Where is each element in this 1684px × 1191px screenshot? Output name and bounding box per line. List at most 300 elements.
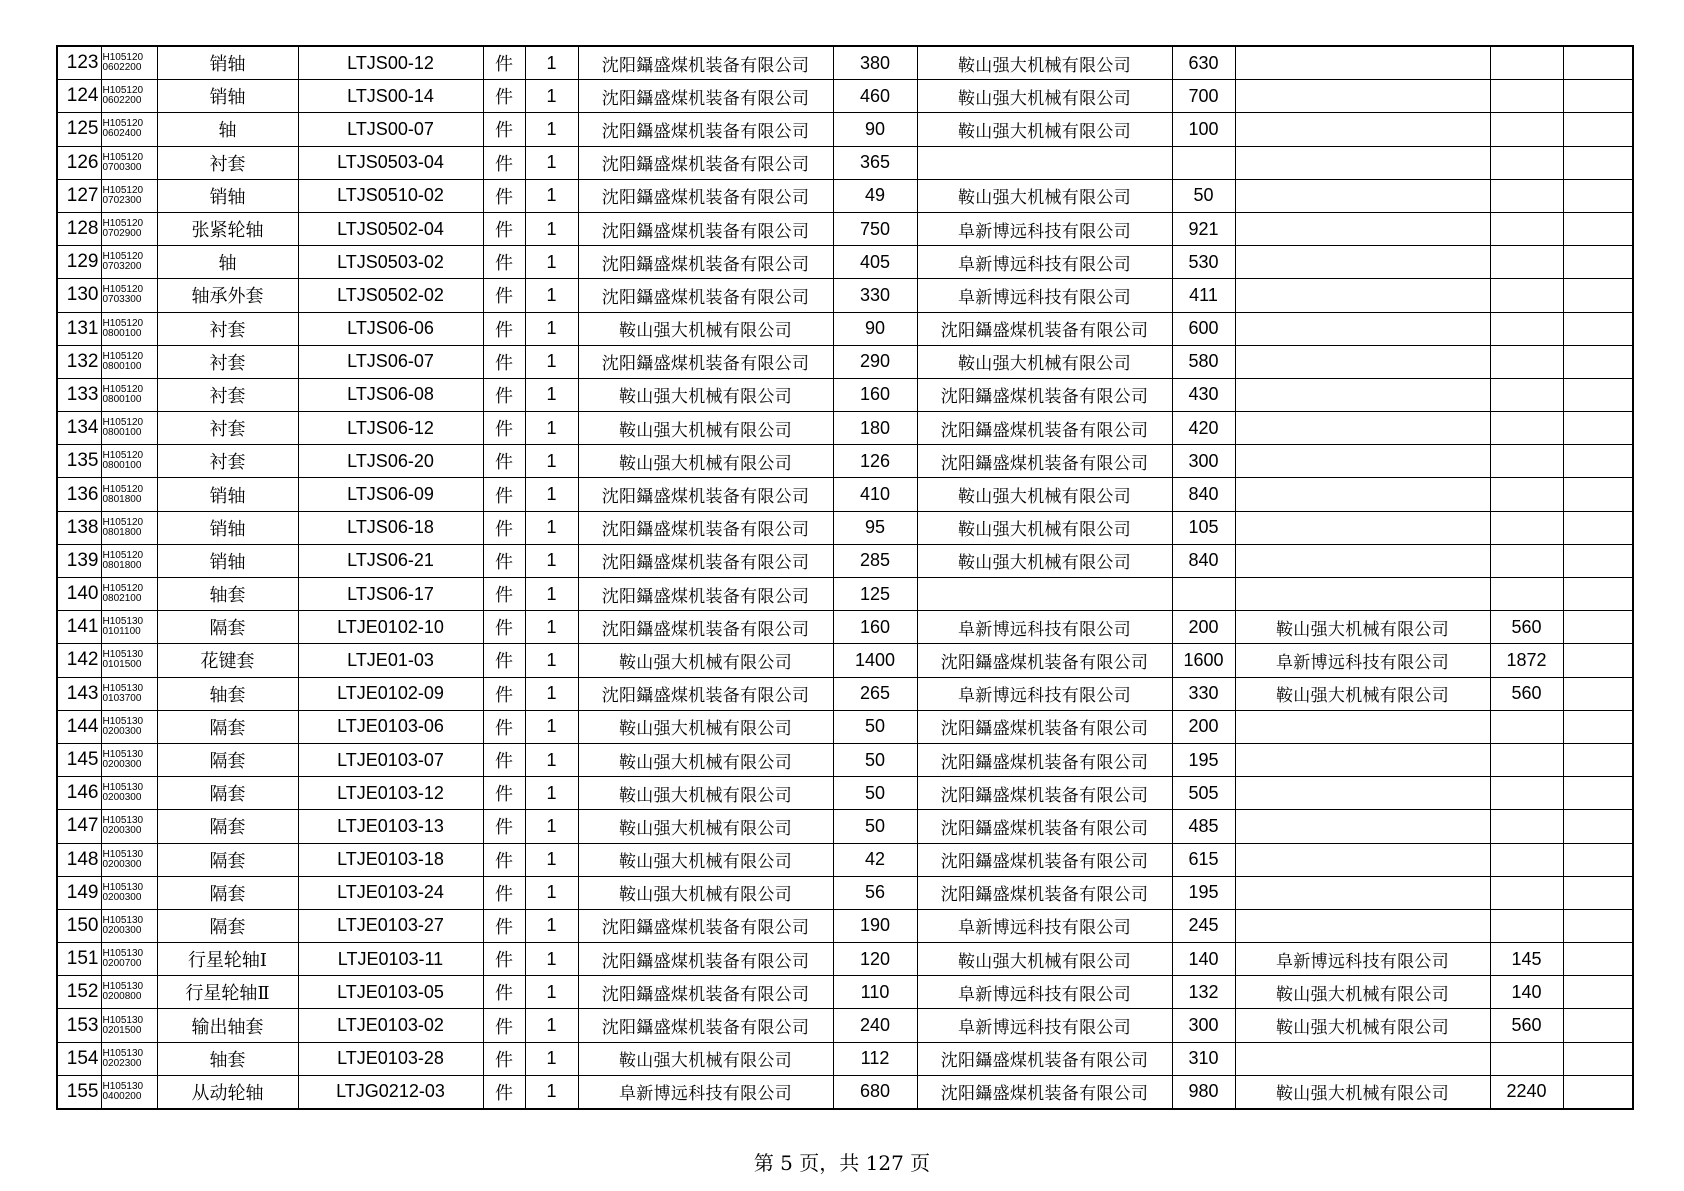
quantity-cell: 1 — [525, 412, 578, 445]
part-name-cell: 行星轮轴Ⅱ — [157, 976, 298, 1009]
drawing-number-cell: LTJS0503-04 — [298, 146, 483, 179]
supplier-1-cell: 鞍山强大机械有限公司 — [578, 644, 833, 677]
supplier-2-cell: 鞍山强大机械有限公司 — [917, 179, 1172, 212]
supplier-3-cell — [1235, 312, 1490, 345]
price-3-cell — [1490, 46, 1563, 80]
drawing-number-cell: LTJS0502-04 — [298, 212, 483, 245]
unit-cell: 件 — [483, 279, 525, 312]
price-3-cell — [1490, 246, 1563, 279]
price-1-cell: 50 — [833, 710, 917, 743]
quantity-cell: 1 — [525, 810, 578, 843]
supplier-1-cell: 沈阳鑷盛煤机装备有限公司 — [578, 46, 833, 80]
price-1-cell: 50 — [833, 743, 917, 776]
price-2-cell: 245 — [1172, 909, 1235, 942]
material-code-cell — [101, 113, 157, 146]
price-2-cell: 530 — [1172, 246, 1235, 279]
material-code-part: H105130 — [102, 649, 144, 661]
supplier-2-cell: 阜新博远科技有限公司 — [917, 212, 1172, 245]
price-3-cell: 145 — [1490, 943, 1563, 976]
table-row — [57, 212, 1633, 245]
unit-cell: 件 — [483, 146, 525, 179]
material-code-cell — [101, 412, 157, 445]
material-code-cell — [101, 777, 157, 810]
unit-cell: 件 — [483, 710, 525, 743]
part-name-cell: 隔套 — [157, 909, 298, 942]
supplier-1-cell: 鞍山强大机械有限公司 — [578, 710, 833, 743]
material-code-part: 0703200 — [102, 261, 142, 273]
price-1-cell: 410 — [833, 478, 917, 511]
part-name-cell: 销轴 — [157, 511, 298, 544]
drawing-number-cell: LTJS06-20 — [298, 445, 483, 478]
table-row — [57, 710, 1633, 743]
supplier-3-cell — [1235, 179, 1490, 212]
supplier-3-cell — [1235, 777, 1490, 810]
quantity-cell: 1 — [525, 246, 578, 279]
table-row — [57, 46, 1633, 80]
material-code-part: 0101500 — [102, 659, 142, 671]
supplier-2-cell — [917, 578, 1172, 611]
material-code-part: H105130 — [102, 1014, 144, 1026]
table-row — [57, 943, 1633, 976]
material-code-part: 0200300 — [102, 759, 142, 771]
material-code-part: H105120 — [102, 417, 144, 429]
supplier-1-cell: 沈阳鑷盛煤机装备有限公司 — [578, 544, 833, 577]
price-1-cell: 125 — [833, 578, 917, 611]
price-3-cell: 560 — [1490, 1009, 1563, 1042]
material-code-part: H105120 — [102, 383, 144, 395]
row-number-cell: 129 — [57, 246, 101, 279]
drawing-number-cell: LTJS06-21 — [298, 544, 483, 577]
material-code-cell — [101, 246, 157, 279]
supplier-2-cell: 阜新博远科技有限公司 — [917, 611, 1172, 644]
quantity-cell: 1 — [525, 80, 578, 113]
material-code-part: 0101100 — [102, 626, 141, 638]
supplier-1-cell: 沈阳鑷盛煤机装备有限公司 — [578, 578, 833, 611]
material-code-cell — [101, 876, 157, 909]
supplier-2-cell: 鞍山强大机械有限公司 — [917, 113, 1172, 146]
unit-cell: 件 — [483, 909, 525, 942]
supplier-1-cell: 沈阳鑷盛煤机装备有限公司 — [578, 113, 833, 146]
price-2-cell: 300 — [1172, 445, 1235, 478]
part-name-cell: 轴套 — [157, 677, 298, 710]
material-code-part: 0200300 — [102, 924, 142, 936]
price-1-cell: 42 — [833, 843, 917, 876]
material-code-cell — [101, 345, 157, 378]
material-code-part: 0702300 — [102, 194, 142, 206]
table-row — [57, 1009, 1633, 1042]
row-number-cell: 138 — [57, 511, 101, 544]
remark-cell — [1563, 843, 1633, 876]
unit-cell: 件 — [483, 1009, 525, 1042]
material-code-cell — [101, 943, 157, 976]
part-name-cell: 衬套 — [157, 312, 298, 345]
material-code-cell — [101, 976, 157, 1009]
material-code-cell — [101, 909, 157, 942]
material-code-part: H105120 — [102, 483, 144, 495]
table-row — [57, 445, 1633, 478]
drawing-number-cell: LTJS00-07 — [298, 113, 483, 146]
supplier-1-cell: 沈阳鑷盛煤机装备有限公司 — [578, 909, 833, 942]
quantity-cell: 1 — [525, 578, 578, 611]
drawing-number-cell: LTJE0103-12 — [298, 777, 483, 810]
table-row — [57, 544, 1633, 577]
material-code-part: 0602400 — [102, 128, 142, 140]
table-row — [57, 843, 1633, 876]
supplier-3-cell — [1235, 478, 1490, 511]
page-footer: 第 5 页，共 127 页 — [753, 1151, 931, 1175]
row-number-cell: 144 — [57, 710, 101, 743]
supplier-2-cell: 沈阳鑷盛煤机装备有限公司 — [917, 777, 1172, 810]
material-code-part: H105120 — [102, 350, 144, 362]
remark-cell — [1563, 80, 1633, 113]
part-name-cell: 隔套 — [157, 810, 298, 843]
material-code-cell — [101, 1042, 157, 1075]
row-number-cell: 142 — [57, 644, 101, 677]
supplier-3-cell: 鞍山强大机械有限公司 — [1235, 677, 1490, 710]
unit-cell: 件 — [483, 412, 525, 445]
unit-cell: 件 — [483, 578, 525, 611]
price-2-cell: 485 — [1172, 810, 1235, 843]
row-number-cell: 150 — [57, 909, 101, 942]
price-3-cell — [1490, 511, 1563, 544]
price-3-cell — [1490, 345, 1563, 378]
quantity-cell: 1 — [525, 544, 578, 577]
material-code-part: H105120 — [102, 516, 144, 528]
supplier-2-cell: 沈阳鑷盛煤机装备有限公司 — [917, 743, 1172, 776]
row-number-cell: 124 — [57, 80, 101, 113]
quantity-cell: 1 — [525, 212, 578, 245]
unit-cell: 件 — [483, 80, 525, 113]
supplier-3-cell — [1235, 146, 1490, 179]
remark-cell — [1563, 478, 1633, 511]
table-body — [57, 46, 1633, 1109]
price-1-cell: 1400 — [833, 644, 917, 677]
row-number-cell: 153 — [57, 1009, 101, 1042]
material-code-part: H105130 — [102, 616, 144, 628]
price-3-cell — [1490, 445, 1563, 478]
row-number-cell: 147 — [57, 810, 101, 843]
supplier-1-cell: 沈阳鑷盛煤机装备有限公司 — [578, 611, 833, 644]
material-code-part: H105130 — [102, 815, 144, 827]
supplier-3-cell — [1235, 810, 1490, 843]
row-number-cell: 151 — [57, 943, 101, 976]
supplier-1-cell: 沈阳鑷盛煤机装备有限公司 — [578, 279, 833, 312]
drawing-number-cell: LTJS0510-02 — [298, 179, 483, 212]
price-2-cell: 132 — [1172, 976, 1235, 1009]
price-3-cell: 140 — [1490, 976, 1563, 1009]
supplier-3-cell — [1235, 544, 1490, 577]
unit-cell: 件 — [483, 246, 525, 279]
supplier-2-cell: 沈阳鑷盛煤机装备有限公司 — [917, 445, 1172, 478]
remark-cell — [1563, 146, 1633, 179]
remark-cell — [1563, 1009, 1633, 1042]
supplier-3-cell — [1235, 212, 1490, 245]
drawing-number-cell: LTJS06-08 — [298, 378, 483, 411]
drawing-number-cell: LTJE0103-02 — [298, 1009, 483, 1042]
price-3-cell — [1490, 876, 1563, 909]
part-name-cell: 轴 — [157, 113, 298, 146]
price-1-cell: 240 — [833, 1009, 917, 1042]
quantity-cell: 1 — [525, 677, 578, 710]
material-code-part: H105130 — [102, 749, 144, 761]
row-number-cell: 127 — [57, 179, 101, 212]
row-number-cell: 143 — [57, 677, 101, 710]
material-code-cell — [101, 1075, 157, 1109]
supplier-2-cell: 沈阳鑷盛煤机装备有限公司 — [917, 644, 1172, 677]
material-code-part: 0801800 — [102, 559, 142, 571]
row-number-cell: 131 — [57, 312, 101, 345]
part-name-cell: 衬套 — [157, 378, 298, 411]
material-code-part: 0201500 — [102, 1024, 142, 1036]
quantity-cell: 1 — [525, 113, 578, 146]
material-code-part: 0800100 — [102, 393, 142, 405]
material-code-part: H105120 — [102, 317, 144, 329]
row-number-cell: 146 — [57, 777, 101, 810]
row-number-cell: 123 — [57, 46, 101, 80]
unit-cell: 件 — [483, 644, 525, 677]
row-number-cell: 125 — [57, 113, 101, 146]
material-code-part: 0702900 — [102, 228, 142, 240]
material-code-cell — [101, 378, 157, 411]
price-2-cell: 980 — [1172, 1075, 1235, 1109]
price-2-cell — [1172, 146, 1235, 179]
table-row — [57, 478, 1633, 511]
price-3-cell — [1490, 810, 1563, 843]
price-3-cell — [1490, 279, 1563, 312]
material-code-part: 0200300 — [102, 891, 142, 903]
supplier-3-cell — [1235, 80, 1490, 113]
material-code-cell — [101, 478, 157, 511]
quantity-cell: 1 — [525, 46, 578, 80]
table-row — [57, 677, 1633, 710]
supplier-2-cell: 阜新博远科技有限公司 — [917, 677, 1172, 710]
price-3-cell — [1490, 412, 1563, 445]
price-2-cell: 195 — [1172, 876, 1235, 909]
quantity-cell: 1 — [525, 843, 578, 876]
price-1-cell: 380 — [833, 46, 917, 80]
price-2-cell: 310 — [1172, 1042, 1235, 1075]
row-number-cell: 136 — [57, 478, 101, 511]
material-code-part: H105130 — [102, 914, 144, 926]
quantity-cell: 1 — [525, 943, 578, 976]
quantity-cell: 1 — [525, 611, 578, 644]
supplier-1-cell: 鞍山强大机械有限公司 — [578, 843, 833, 876]
part-name-cell: 销轴 — [157, 46, 298, 80]
drawing-number-cell: LTJE0103-11 — [298, 943, 483, 976]
price-3-cell — [1490, 378, 1563, 411]
drawing-number-cell: LTJE0103-18 — [298, 843, 483, 876]
drawing-number-cell: LTJE0103-06 — [298, 710, 483, 743]
unit-cell: 件 — [483, 843, 525, 876]
quantity-cell: 1 — [525, 146, 578, 179]
remark-cell — [1563, 743, 1633, 776]
price-1-cell: 50 — [833, 810, 917, 843]
price-2-cell: 105 — [1172, 511, 1235, 544]
price-2-cell: 420 — [1172, 412, 1235, 445]
remark-cell — [1563, 1075, 1633, 1109]
price-3-cell — [1490, 113, 1563, 146]
quantity-cell: 1 — [525, 279, 578, 312]
remark-cell — [1563, 246, 1633, 279]
material-code-cell — [101, 611, 157, 644]
table-row — [57, 976, 1633, 1009]
supplier-3-cell: 鞍山强大机械有限公司 — [1235, 1075, 1490, 1109]
remark-cell — [1563, 578, 1633, 611]
row-number-cell: 145 — [57, 743, 101, 776]
unit-cell: 件 — [483, 179, 525, 212]
price-2-cell: 1600 — [1172, 644, 1235, 677]
material-code-part: H105130 — [102, 1047, 144, 1059]
part-name-cell: 衬套 — [157, 345, 298, 378]
remark-cell — [1563, 611, 1633, 644]
supplier-2-cell: 沈阳鑷盛煤机装备有限公司 — [917, 412, 1172, 445]
remark-cell — [1563, 810, 1633, 843]
price-3-cell — [1490, 312, 1563, 345]
table-row — [57, 279, 1633, 312]
supplier-3-cell — [1235, 412, 1490, 445]
material-code-part: H105120 — [102, 52, 144, 64]
supplier-2-cell: 沈阳鑷盛煤机装备有限公司 — [917, 1075, 1172, 1109]
supplier-1-cell: 沈阳鑷盛煤机装备有限公司 — [578, 976, 833, 1009]
quantity-cell: 1 — [525, 876, 578, 909]
quantity-cell: 1 — [525, 378, 578, 411]
supplier-1-cell: 鞍山强大机械有限公司 — [578, 412, 833, 445]
material-code-cell — [101, 743, 157, 776]
table-row — [57, 312, 1633, 345]
unit-cell: 件 — [483, 312, 525, 345]
part-name-cell: 输出轴套 — [157, 1009, 298, 1042]
material-code-part: 0602200 — [102, 62, 142, 74]
drawing-number-cell: LTJS06-06 — [298, 312, 483, 345]
material-code-part: 0800100 — [102, 460, 142, 472]
unit-cell: 件 — [483, 677, 525, 710]
price-2-cell: 200 — [1172, 710, 1235, 743]
price-1-cell: 290 — [833, 345, 917, 378]
table-row — [57, 378, 1633, 411]
price-3-cell — [1490, 1042, 1563, 1075]
table-row — [57, 146, 1633, 179]
price-1-cell: 365 — [833, 146, 917, 179]
price-comparison-table — [56, 45, 1634, 1110]
quantity-cell: 1 — [525, 345, 578, 378]
supplier-1-cell: 鞍山强大机械有限公司 — [578, 810, 833, 843]
material-code-cell — [101, 1009, 157, 1042]
material-code-part: H105130 — [102, 682, 144, 694]
table-row — [57, 644, 1633, 677]
remark-cell — [1563, 345, 1633, 378]
table-row — [57, 246, 1633, 279]
price-2-cell: 921 — [1172, 212, 1235, 245]
supplier-3-cell: 鞍山强大机械有限公司 — [1235, 976, 1490, 1009]
price-1-cell: 120 — [833, 943, 917, 976]
table-row — [57, 1075, 1633, 1109]
unit-cell: 件 — [483, 46, 525, 80]
drawing-number-cell: LTJS0502-02 — [298, 279, 483, 312]
unit-cell: 件 — [483, 544, 525, 577]
supplier-2-cell: 沈阳鑷盛煤机装备有限公司 — [917, 312, 1172, 345]
material-code-part: H105120 — [102, 251, 144, 263]
supplier-2-cell: 鞍山强大机械有限公司 — [917, 544, 1172, 577]
supplier-1-cell: 沈阳鑷盛煤机装备有限公司 — [578, 511, 833, 544]
table-row — [57, 810, 1633, 843]
material-code-part: H105120 — [102, 151, 144, 163]
price-1-cell: 49 — [833, 179, 917, 212]
material-code-part: H105120 — [102, 583, 144, 595]
supplier-2-cell: 鞍山强大机械有限公司 — [917, 511, 1172, 544]
price-1-cell: 50 — [833, 777, 917, 810]
material-code-part: H105120 — [102, 218, 144, 230]
table-row — [57, 876, 1633, 909]
drawing-number-cell: LTJS06-17 — [298, 578, 483, 611]
part-name-cell: 衬套 — [157, 445, 298, 478]
supplier-1-cell: 沈阳鑷盛煤机装备有限公司 — [578, 80, 833, 113]
table-row — [57, 179, 1633, 212]
price-1-cell: 190 — [833, 909, 917, 942]
supplier-1-cell: 沈阳鑷盛煤机装备有限公司 — [578, 246, 833, 279]
material-code-part: 0200800 — [102, 991, 142, 1003]
remark-cell — [1563, 1042, 1633, 1075]
supplier-1-cell: 沈阳鑷盛煤机装备有限公司 — [578, 212, 833, 245]
material-code-cell — [101, 677, 157, 710]
price-2-cell: 840 — [1172, 478, 1235, 511]
material-code-part: 0202300 — [102, 1057, 142, 1069]
quantity-cell: 1 — [525, 478, 578, 511]
material-code-cell — [101, 511, 157, 544]
supplier-1-cell: 沈阳鑷盛煤机装备有限公司 — [578, 677, 833, 710]
supplier-3-cell: 阜新博远科技有限公司 — [1235, 644, 1490, 677]
quantity-cell: 1 — [525, 710, 578, 743]
material-code-cell — [101, 312, 157, 345]
drawing-number-cell: LTJS06-12 — [298, 412, 483, 445]
material-code-part: H105130 — [102, 948, 144, 960]
remark-cell — [1563, 544, 1633, 577]
remark-cell — [1563, 943, 1633, 976]
drawing-number-cell: LTJE0102-10 — [298, 611, 483, 644]
price-2-cell: 50 — [1172, 179, 1235, 212]
remark-cell — [1563, 445, 1633, 478]
remark-cell — [1563, 876, 1633, 909]
material-code-part: H105120 — [102, 85, 144, 97]
supplier-3-cell — [1235, 909, 1490, 942]
material-code-part: 0802100 — [102, 593, 142, 605]
material-code-part: 0800100 — [102, 327, 142, 339]
supplier-1-cell: 沈阳鑷盛煤机装备有限公司 — [578, 146, 833, 179]
material-code-cell — [101, 279, 157, 312]
drawing-number-cell: LTJE01-03 — [298, 644, 483, 677]
supplier-3-cell — [1235, 345, 1490, 378]
price-1-cell: 112 — [833, 1042, 917, 1075]
row-number-cell: 134 — [57, 412, 101, 445]
supplier-1-cell: 阜新博远科技有限公司 — [578, 1075, 833, 1109]
supplier-1-cell: 鞍山强大机械有限公司 — [578, 378, 833, 411]
price-1-cell: 160 — [833, 378, 917, 411]
price-3-cell — [1490, 743, 1563, 776]
supplier-3-cell — [1235, 113, 1490, 146]
material-code-cell — [101, 212, 157, 245]
part-name-cell: 从动轮轴 — [157, 1075, 298, 1109]
supplier-2-cell: 阜新博远科技有限公司 — [917, 279, 1172, 312]
material-code-part: 0801800 — [102, 493, 142, 505]
row-number-cell: 149 — [57, 876, 101, 909]
material-code-part: H105130 — [102, 715, 144, 727]
material-code-cell — [101, 544, 157, 577]
part-name-cell: 销轴 — [157, 179, 298, 212]
price-3-cell: 560 — [1490, 611, 1563, 644]
material-code-part: H105120 — [102, 549, 144, 561]
material-code-part: 0200300 — [102, 825, 142, 837]
material-code-part: 0103700 — [102, 692, 142, 704]
part-name-cell: 张紧轮轴 — [157, 212, 298, 245]
